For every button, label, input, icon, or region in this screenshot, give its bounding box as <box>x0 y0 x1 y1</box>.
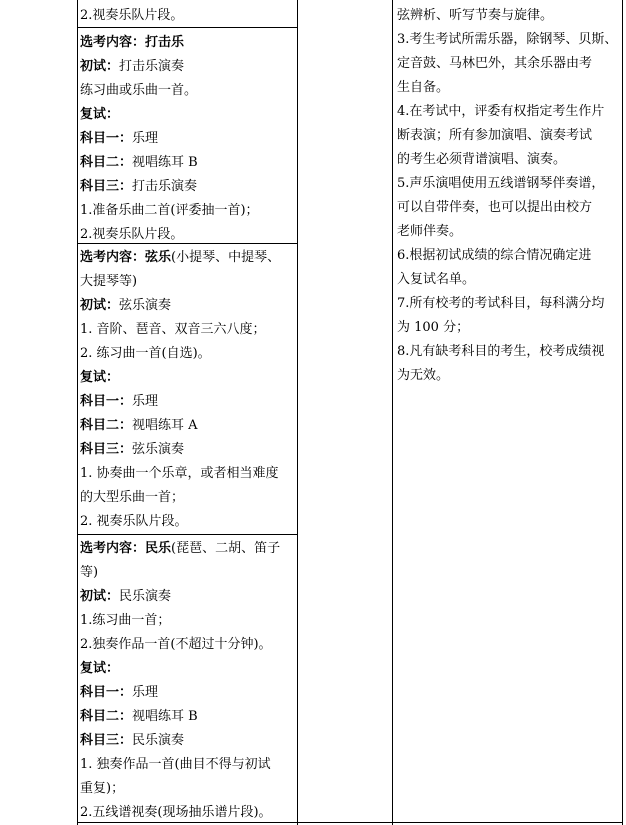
note-line: 的考生必须背谱演唱、演奏。 <box>397 152 567 167</box>
initial-exam-line <box>80 585 296 609</box>
note-line: 入复试名单。 <box>397 272 476 287</box>
subject-value: 视唱练耳 B <box>132 155 198 170</box>
subject-line <box>80 681 296 705</box>
subject-value: 视唱练耳 A <box>132 418 198 433</box>
note-line: 5.声乐演唱使用五线谱钢琴伴奏谱， <box>397 176 605 191</box>
subject-value: 乐理 <box>132 131 159 146</box>
heading-note-continued: 等) <box>80 565 99 580</box>
subject-label: 科目二： <box>80 155 133 170</box>
section-heading <box>80 246 296 270</box>
initial-value: 弦乐演奏 <box>119 298 172 313</box>
section-heading <box>80 537 296 561</box>
text-line: 2.视奏乐队片段。 <box>80 227 184 242</box>
table-border-left <box>77 0 78 825</box>
subject-line <box>80 127 296 151</box>
heading-label: 选考内容： <box>80 35 146 50</box>
table-column-divider-2 <box>392 0 393 825</box>
re-exam-label: 复试： <box>80 107 120 122</box>
cell-strings <box>80 246 296 534</box>
row-divider-folk <box>77 534 298 535</box>
cell-folk <box>80 537 296 825</box>
text-line: 的大型乐曲一首； <box>80 490 185 505</box>
heading-name: 民乐 <box>145 541 172 556</box>
subject-label: 科目二： <box>80 709 133 724</box>
subject-line <box>80 151 296 175</box>
subject-value: 乐理 <box>132 685 159 700</box>
text-line: 1. 音阶、琶音、双音三六八度； <box>80 322 266 337</box>
note-line: 8.凡有缺考科目的考生，校考成绩视 <box>397 344 605 359</box>
text-line: 2.独奏作品一首(不超过十分钟)。 <box>80 637 272 652</box>
subject-label: 科目一： <box>80 394 133 409</box>
heading-name: 打击乐 <box>145 35 185 50</box>
initial-label: 初试： <box>80 589 120 604</box>
initial-label: 初试： <box>80 59 120 74</box>
re-exam-label: 复试： <box>80 370 120 385</box>
note-line: 3.考生考试所需乐器，除钢琴、贝斯、 <box>397 32 618 47</box>
initial-value: 民乐演奏 <box>119 589 172 604</box>
note-line: 弦辨析、听写节奏与旋律。 <box>397 8 554 23</box>
note-line: 7.所有校考的考试科目，每科满分均 <box>397 296 605 311</box>
note-line: 定音鼓、马林巴外，其余乐器由考 <box>397 56 593 71</box>
text-line: 1. 协奏曲一个乐章，或者相当难度 <box>80 466 279 481</box>
initial-label: 初试： <box>80 298 120 313</box>
subject-line <box>80 390 296 414</box>
text-line: 练习曲或乐曲一首。 <box>80 83 198 98</box>
text-line: 1. 独奏作品一首(曲目不得与初试 <box>80 757 271 772</box>
initial-value: 打击乐演奏 <box>119 59 185 74</box>
text-line: 1.练习曲一首； <box>80 613 171 628</box>
note-line: 断表演；所有参加演唱、演奏考试 <box>397 128 593 143</box>
subject-label: 科目三： <box>80 442 133 457</box>
subject-line <box>80 175 296 199</box>
subject-value: 乐理 <box>132 394 159 409</box>
heading-label: 选考内容： <box>80 541 146 556</box>
note-line: 4.在考试中，评委有权指定考生作片 <box>397 104 605 119</box>
heading-note: (琵琶、二胡、笛子 <box>171 541 281 556</box>
subject-label: 科目三： <box>80 179 133 194</box>
heading-note-continued: 大提琴等) <box>80 274 138 289</box>
initial-exam-line <box>80 294 296 318</box>
note-line: 可以自带伴奏，也可以提出由校方 <box>397 200 593 215</box>
table-column-divider-1 <box>297 0 298 825</box>
text-line: 1.准备乐曲二首(评委抽一首)； <box>80 203 259 218</box>
cell-notes <box>397 4 621 388</box>
subject-line <box>80 729 296 753</box>
subject-value: 打击乐演奏 <box>132 179 198 194</box>
text-line: 2. 练习曲一首(自选)。 <box>80 346 211 361</box>
note-line: 6.根据初试成绩的综合情况确定进 <box>397 248 592 263</box>
cell-percussion <box>80 31 296 247</box>
subject-line <box>80 438 296 462</box>
text-line: 2.五线谱视奏(现场抽乐谱片段)。 <box>80 805 272 820</box>
note-line: 生自备。 <box>397 80 450 95</box>
section-heading <box>80 31 296 55</box>
re-exam-label: 复试： <box>80 661 120 676</box>
subject-label: 科目一： <box>80 685 133 700</box>
subject-label: 科目三： <box>80 733 133 748</box>
note-line: 为无效。 <box>397 368 450 383</box>
subject-value: 视唱练耳 B <box>132 709 198 724</box>
heading-label: 选考内容： <box>80 250 146 265</box>
subject-label: 科目一： <box>80 131 133 146</box>
note-line: 老师伴奏。 <box>397 224 463 239</box>
text-line: 2.视奏乐队片段。 <box>80 8 184 23</box>
subject-value: 弦乐演奏 <box>132 442 185 457</box>
text-line: 2. 视奏乐队片段。 <box>80 514 188 529</box>
heading-note: (小提琴、中提琴、 <box>171 250 281 265</box>
table-border-right <box>622 0 623 825</box>
text-line: 重复)； <box>80 781 125 796</box>
subject-line <box>80 705 296 729</box>
heading-name: 弦乐 <box>145 250 172 265</box>
subject-value: 民乐演奏 <box>132 733 185 748</box>
initial-exam-line <box>80 55 296 79</box>
subject-line <box>80 414 296 438</box>
cell-top-fragment <box>80 4 296 28</box>
subject-label: 科目二： <box>80 418 133 433</box>
note-line: 为 100 分； <box>397 320 470 335</box>
